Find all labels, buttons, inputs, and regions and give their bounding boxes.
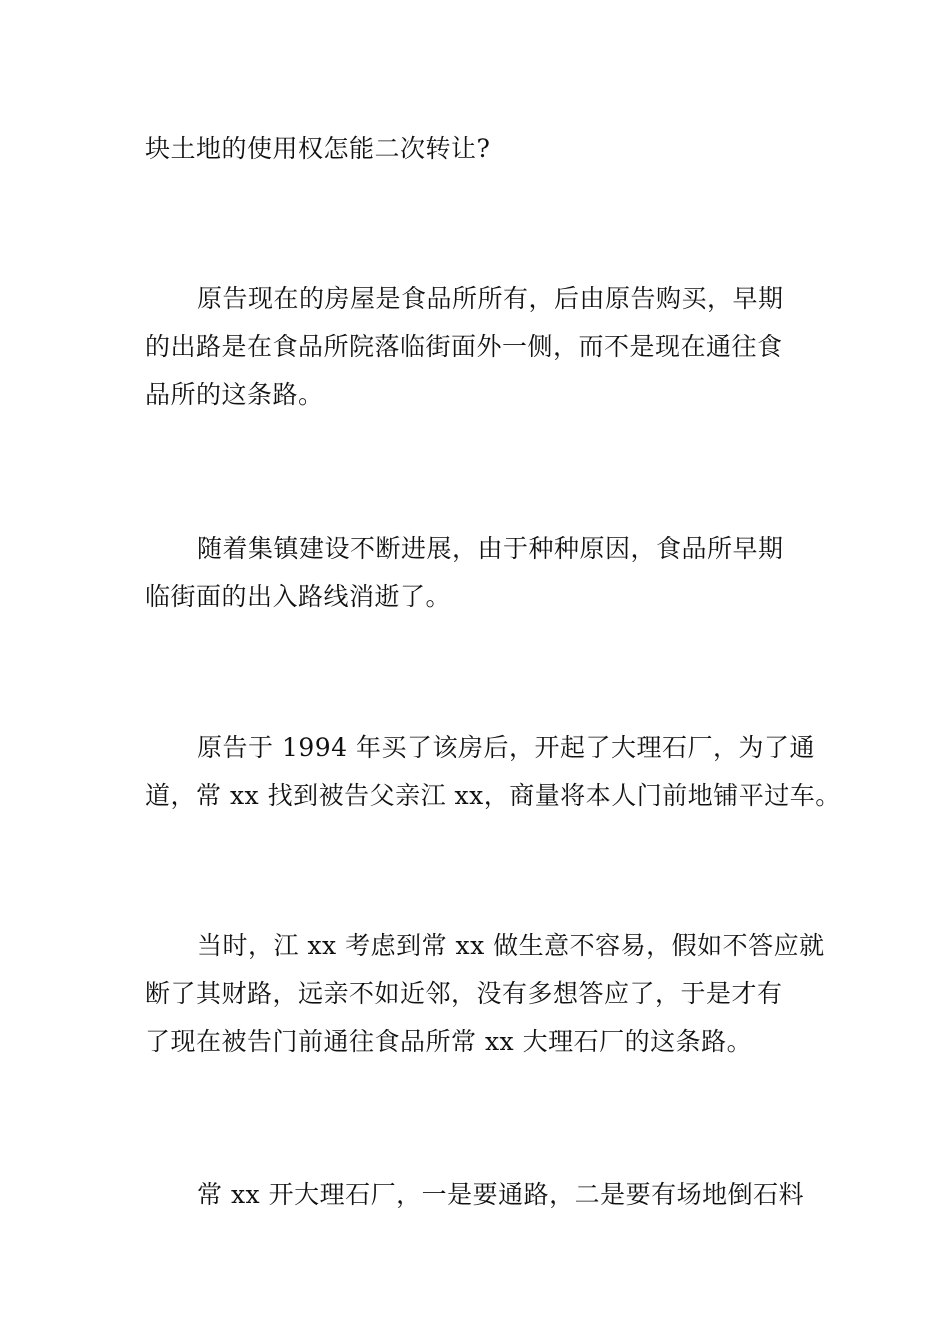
text-line: 品所的这条路。 bbox=[145, 380, 324, 409]
text-line: 常 xx 开大理石厂，一是要通路，二是要有场地倒石料 bbox=[197, 1180, 805, 1209]
paragraph-continuation bbox=[145, 125, 810, 173]
text-line: 断了其财路，远亲不如近邻，没有多想答应了，于是才有 bbox=[145, 979, 783, 1008]
text-line: 的出路是在食品所院落临街面外一侧，而不是现在通往食 bbox=[145, 332, 783, 361]
text-line: 随着集镇建设不断进展，由于种种原因，食品所早期 bbox=[197, 534, 784, 563]
text-line: 块土地的使用权怎能二次转让? bbox=[145, 134, 491, 163]
paragraph-town-development bbox=[145, 525, 810, 621]
text-line: 临街面的出入路线消逝了。 bbox=[145, 582, 452, 611]
text-line: 原告现在的房屋是食品所所有，后由原告购买，早期 bbox=[197, 284, 784, 313]
text-line: 当时，江 xx 考虑到常 xx 做生意不容易，假如不答应就 bbox=[197, 931, 825, 960]
paragraph-house-origin bbox=[145, 275, 810, 419]
text-line: 了现在被告门前通往食品所常 xx 大理石厂的这条路。 bbox=[145, 1027, 753, 1056]
text-line: 道，常 xx 找到被告父亲江 xx，商量将本人门前地铺平过车。 bbox=[145, 781, 841, 810]
paragraph-1994-purchase bbox=[145, 724, 841, 820]
paragraph-agreement bbox=[145, 922, 825, 1066]
paragraph-marble-factory bbox=[145, 1171, 810, 1219]
text-line: 原告于 1994 年买了该房后，开起了大理石厂，为了通 bbox=[197, 733, 816, 762]
